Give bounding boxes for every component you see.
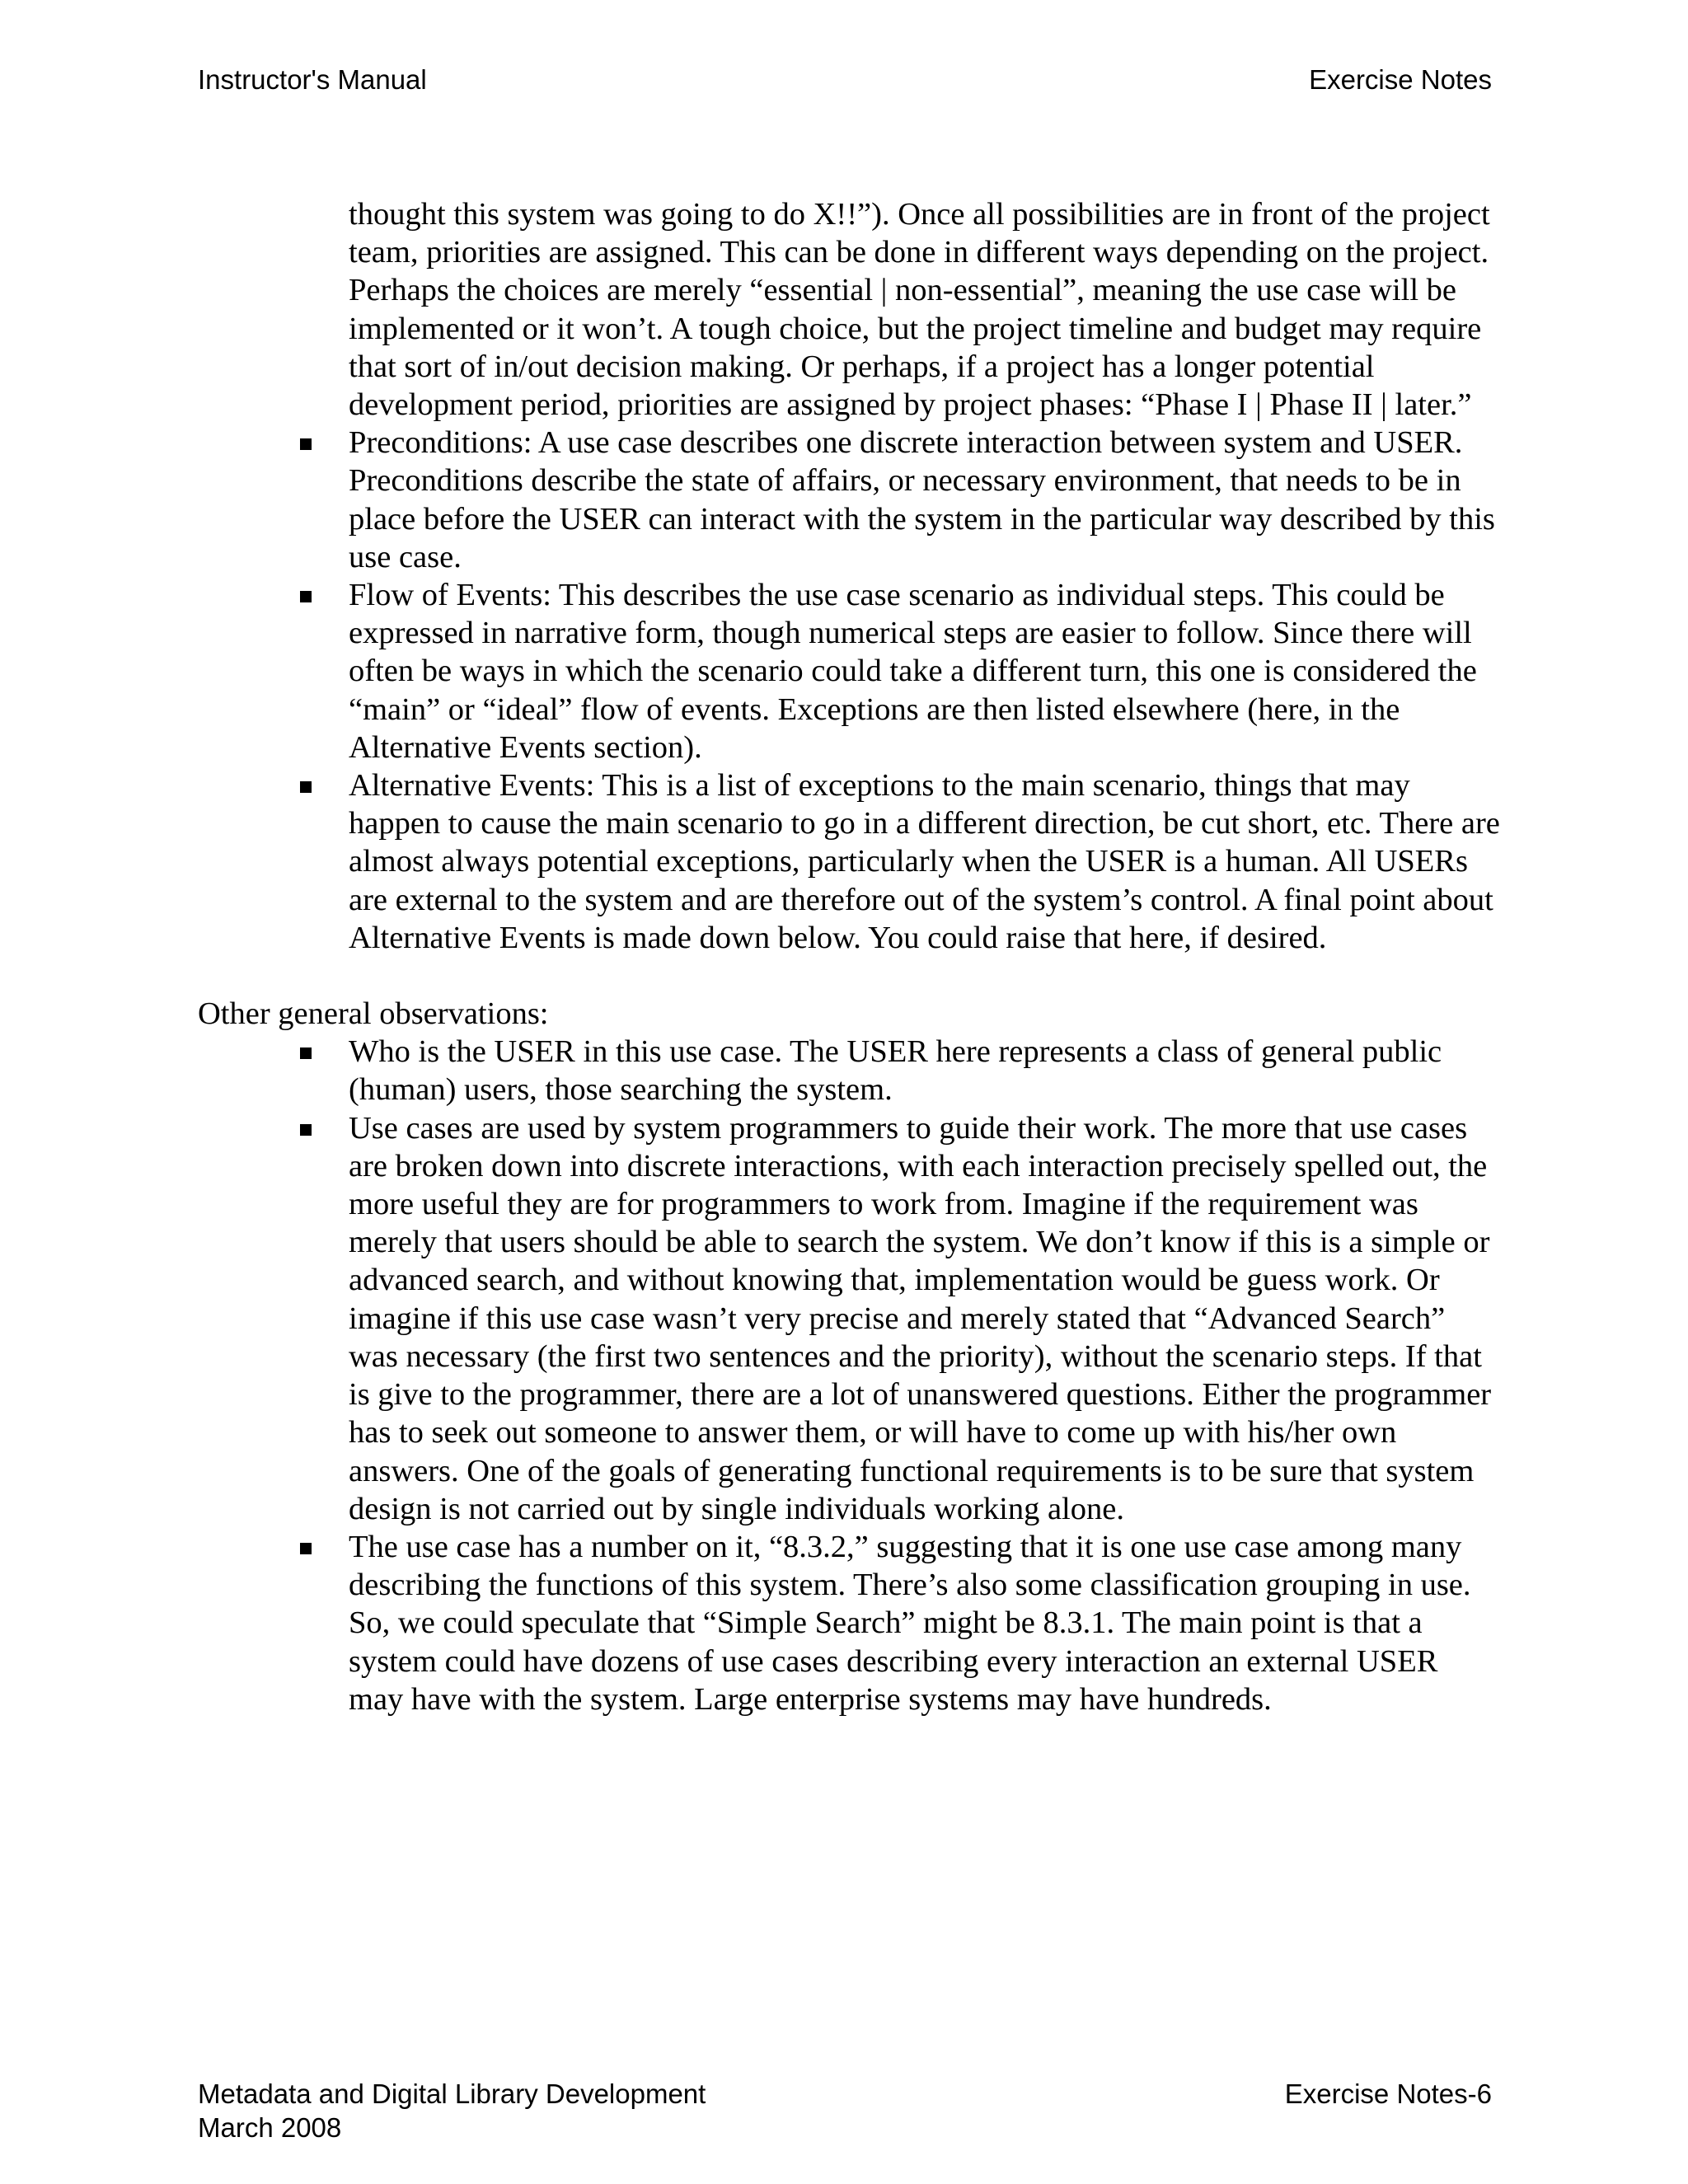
list-item <box>349 424 1500 576</box>
square-bullet-icon <box>300 1047 312 1059</box>
square-bullet-icon <box>300 438 312 450</box>
list-item <box>349 1109 1500 1528</box>
footer-course-title: Metadata and Digital Library Development <box>198 2079 706 2109</box>
list-item-text: The use case has a number on it, “8.3.2,” suggesting that it is one use case among many describing the functions of this system. There’s also some classification grouping in use. So, we could speculate that “Simple Search” might be 8.3.1. The main point is that a system could have dozens of use cases describing every interaction an external USER may have with the system. Large enterprise systems may have hundreds. <box>349 1529 1471 1717</box>
page-header <box>198 64 1492 105</box>
section-heading: Other general observations: <box>198 996 549 1032</box>
footer-date: March 2008 <box>198 2112 342 2143</box>
list-item-text: Alternative Events: This is a list of exceptions to the main scenario, things that may happen to cause the main scenario to go in a different direction, be cut short, etc. There are almost always potential exceptions, particularly when the USER is a human. All USERs are external to the system and are therefore out of the system’s control. A final point about Alternative Events is made down below. You could raise that here, if desired. <box>349 768 1500 955</box>
footer-page-number: Exercise Notes-6 <box>1284 2079 1492 2109</box>
square-bullet-icon <box>300 1124 312 1136</box>
bullet-list-top <box>198 424 1500 957</box>
list-item-text: Preconditions: A use case describes one discrete interaction between system and USER. Preconditions describe the state of affairs, or necessary environment, that needs to be in place before the USER can interact with the system in the particular way described by this use case. <box>349 425 1495 574</box>
header-manual-title: Instructor's Manual <box>198 64 427 95</box>
list-item <box>349 1528 1500 1718</box>
list-item-text: Who is the USER in this use case. The USER here represents a class of general public (human) users, those searching the system. <box>349 1034 1442 1108</box>
footer-left-block <box>198 2077 706 2144</box>
list-item-text: Use cases are used by system programmers to guide their work. The more that use cases are broken down into discrete interactions, with each interaction precisely spelled out, the more useful they are for programmers to work from. Imagine if the requirement was merely that users should be able to search the system. We don’t know if this is a simple or advanced search, and without knowing that, implementation would be guess work. Or imagine if this use case wasn’t very precise and merely stated that “Advanced Search” was necessary (the first two sentences and the priority), without the scenario steps. If that is give to the programmer, there are a lot of unanswered questions. Either the programmer has to seek out someone to answer them, or will have to come up with his/her own answers. One of the goals of generating functional requirements is to be sure that system design is not carried out by single individuals working alone. <box>349 1110 1492 1526</box>
square-bullet-icon <box>300 781 312 793</box>
header-section-title: Exercise Notes <box>1309 64 1492 95</box>
list-item <box>349 1033 1500 1108</box>
list-item <box>349 576 1500 766</box>
square-bullet-icon <box>300 591 312 602</box>
list-item <box>349 766 1500 957</box>
continuation-paragraph: thought this system was going to do X!!”). Once all possibilities are in front of the project team, priorities are assigned. This can be done in different ways depending on the project. Perhaps the choices are merely “essential | non-essential”, meaning the use case will be implemented or it won’t. A tough choice, but the project timeline and budget may require that sort of in/out decision making. Or perhaps, if a project has a longer potential development period, priorities are assigned by project phases: “Phase I | Phase II | later.” <box>349 197 1490 423</box>
square-bullet-icon <box>300 1543 312 1554</box>
list-item-text: Flow of Events: This describes the use case scenario as individual steps. This could be expressed in narrative form, though numerical steps are easier to follow. Since there will often be ways in which the scenario could take a different turn, this one is considered the “main” or “ideal” flow of events. Exceptions are then listed elsewhere (here, in the Alternative Events section). <box>349 578 1477 765</box>
bullet-list-bottom <box>198 1033 1500 1718</box>
page-body <box>198 195 1500 1718</box>
